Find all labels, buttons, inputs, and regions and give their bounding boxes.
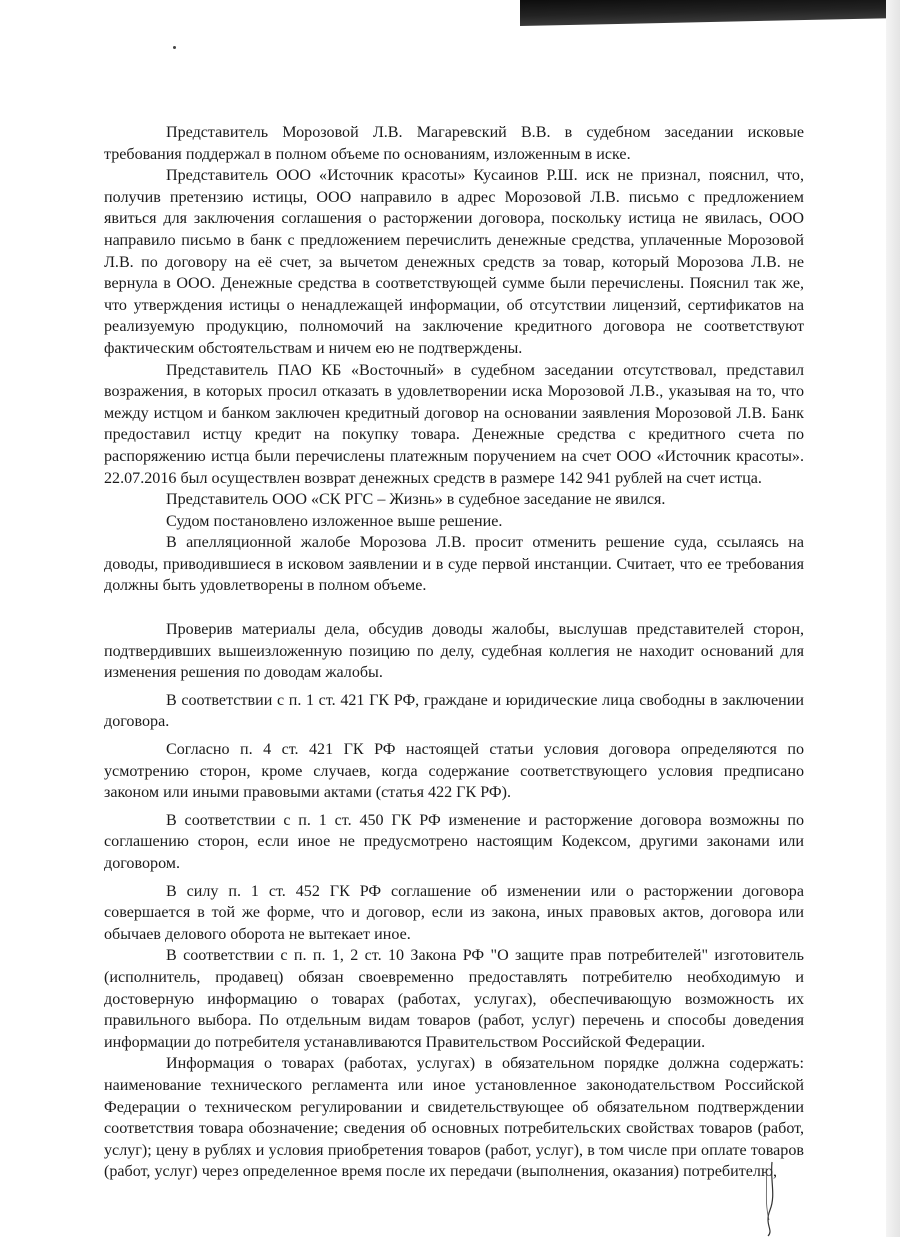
- paragraph: В соответствии с п. 1 ст. 450 ГК РФ изменение и расторжение договора возможны по соглашению сторон, если иное не предусмотрено настоящим Кодексом, другими законами или договором.: [104, 811, 804, 872]
- scan-shadow-right: [886, 0, 900, 1237]
- paragraph: Согласно п. 4 ст. 421 ГК РФ настоящей статьи условия договора определяются по усмотрению сторон, кроме случаев, когда содержание соответствующего условия предписано законом или иными правовыми актами (статья 422 ГК РФ).: [104, 741, 804, 802]
- paragraph: Информация о товарах (работах, услугах) в обязательном порядке должна содержать: наименование технического регламента или иное установленное законодательством Российской Федерации о техническом регулировании и свидетельствующее об обязательном подтверждении соответствия товара обозначение; сведения об основных потребительских свойствах товаров (работ, услуг); цену в рублях и условия приобретения товаров (работ, услуг), в том числе при оплате товаров (работ, услуг) через определенное время после их передачи (выполнения, оказания) потребителю,: [104, 1055, 804, 1181]
- speck-mark: [173, 46, 176, 49]
- paragraph: Проверив материалы дела, обсудив доводы жалобы, выслушав представителей сторон, подтвердивших вышеизложенную позицию по делу, судебная коллегия не находит оснований для изменения решения по доводам жалобы.: [104, 621, 804, 682]
- paragraph: Представитель ООО «СК РГС – Жизнь» в судебное заседание не явился.: [166, 491, 666, 509]
- paragraph: В соответствии с п. 1 ст. 421 ГК РФ, граждане и юридические лица свободны в заключении договора.: [104, 691, 804, 731]
- paragraph: В соответствии с п. п. 1, 2 ст. 10 Закона РФ "О защите прав потребителей" изготовитель (исполнитель, продавец) обязан своевременно предоставлять потребителю необходимую и достоверную информацию о товарах (работах, услугах), обеспечивающую возможность их правильного выбора. По отдельным видам товаров (работ, услуг) перечень и способы доведения информации до потребителя устанавливаются Правительством Российской Федерации.: [104, 947, 804, 1051]
- paragraph: Представитель ПАО КБ «Восточный» в судебном заседании отсутствовал, представил возражения, в которых просил отказать в удовлетворении иска Морозовой Л.В., указывая на то, что между истцом и банком заключен кредитный договор на основании заявления Морозовой Л.В. Банк предоставил истцу кредит на покупку товара. Денежные средства с кредитного счета по распоряжению истца были перечислены платежным поручением на счет ООО «Источник красоты». 22.07.2016 был осуществлен возврат денежных средств в размере 142 941 рублей на счет истца.: [104, 361, 804, 487]
- signature-stroke-mark: [758, 1160, 788, 1237]
- paragraph: Представитель ООО «Источник красоты» Кусаинов Р.Ш. иск не признал, пояснил, что, получив претензию истицы, ООО направило в адрес Морозовой Л.В. письмо с предложением явиться для заключения соглашения о расторжении договора, поскольку истица не явилась, ООО направило письмо в банк с предложением перечислить денежные средства, уплаченные Морозовой Л.В. по договору на её счет, за вычетом денежных средств за товар, который Морозова Л.В. не вернула в ООО. Денежные средства в соответствующей сумме были перечислены. Пояснил так же, что утверждения истицы о ненадлежащей информации, об отсутствии лицензий, сертификатов на реализуемую продукцию, полномочий на заключение кредитного договора не соответствуют фактическим обстоятельствам и ничем ею не подтверждены.: [104, 167, 804, 357]
- section-gap: [104, 597, 804, 619]
- scan-shadow-top: [520, 0, 900, 26]
- paragraph: В апелляционной жалобе Морозова Л.В. просит отменить решение суда, ссылаясь на доводы, приводившиеся в исковом заявлении и в суде первой инстанции. Считает, что ее требования должны быть удовлетворены в полном объеме.: [104, 534, 804, 595]
- paragraph: Судом постановлено изложенное выше решение.: [166, 512, 503, 530]
- paragraph: В силу п. 1 ст. 452 ГК РФ соглашение об изменении или о расторжении договора совершается в той же форме, что и договор, если из закона, иных правовых актов, договора или обычаев делового оборота не вытекает иное.: [104, 882, 804, 943]
- paragraph: Представитель Морозовой Л.В. Магаревский В.В. в судебном заседании исковые требования поддержал в полном объеме по основаниям, изложенным в иске.: [104, 124, 804, 163]
- document-page: [104, 122, 804, 1183]
